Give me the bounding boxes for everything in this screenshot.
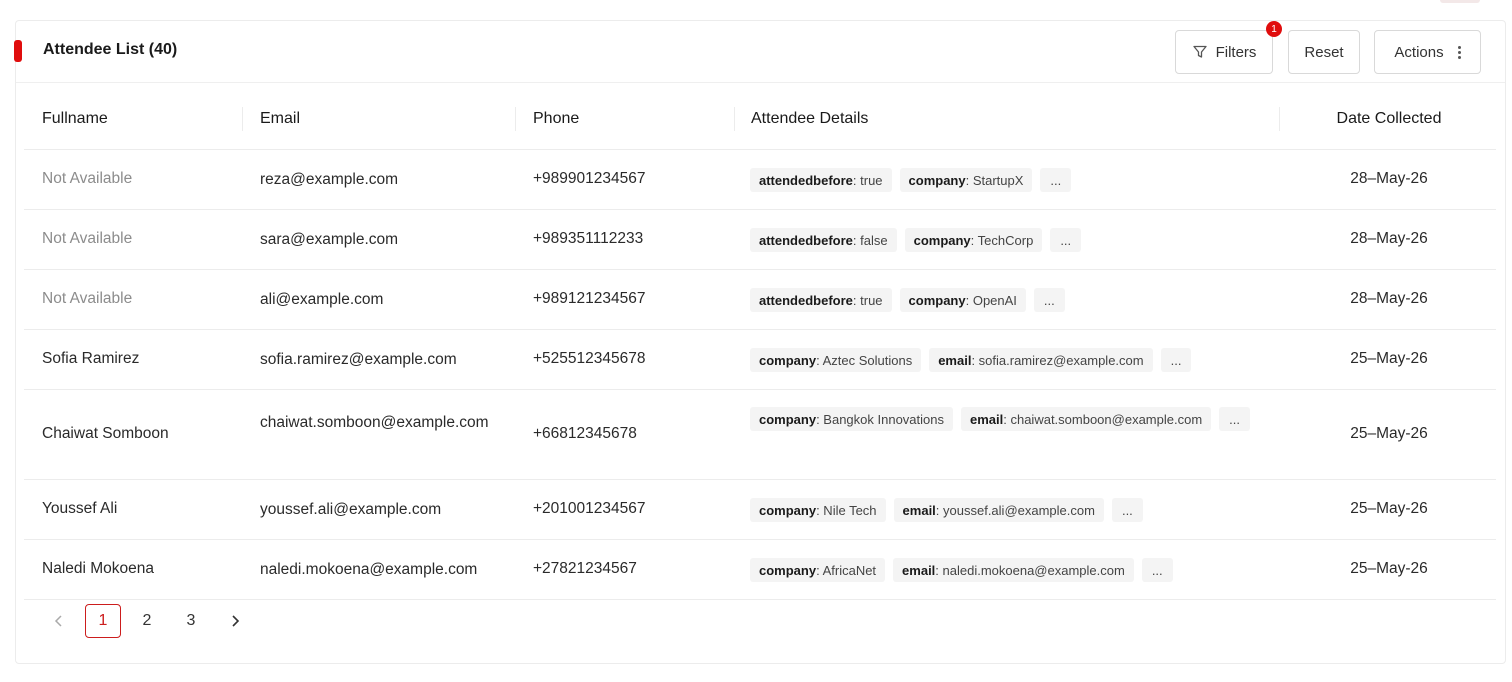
- detail-tag-key: company: [759, 562, 817, 578]
- column-divider: [1279, 107, 1280, 131]
- date-collected-cell: 28–May-26: [1350, 290, 1428, 307]
- detail-tag-key: email: [970, 411, 1004, 427]
- date-collected-cell: 28–May-26: [1350, 230, 1428, 247]
- fullname-cell: Sofia Ramirez: [42, 350, 140, 367]
- detail-tag: [929, 348, 1152, 372]
- detail-tag-key: attendedbefore: [759, 232, 853, 248]
- column-header-attendee-details[interactable]: Attendee Details: [751, 110, 869, 127]
- detail-tag-value: : youssef.ali@example.com: [935, 502, 1095, 518]
- attendee-details-tags: [750, 498, 1270, 522]
- fullname-cell: Naledi Mokoena: [42, 560, 155, 577]
- more-details-tag[interactable]: ...: [1034, 288, 1065, 312]
- detail-tag: [905, 228, 1043, 252]
- attendee-details-tags: [750, 168, 1270, 192]
- card-header: [16, 21, 1505, 83]
- date-collected-cell: 25–May-26: [1350, 350, 1428, 367]
- detail-tag: [750, 288, 892, 312]
- page-button-2[interactable]: 2: [142, 612, 152, 629]
- attendee-details-tags: [750, 228, 1270, 252]
- detail-tag: [750, 498, 886, 522]
- table-row[interactable]: [24, 270, 1496, 330]
- phone-cell: +66812345678: [533, 425, 637, 442]
- detail-tag-key: email: [902, 502, 936, 518]
- column-header-phone[interactable]: Phone: [533, 110, 580, 127]
- detail-tag-value: : Bangkok Innovations: [816, 411, 944, 427]
- fullname-cell: Not Available: [42, 290, 133, 307]
- date-collected-cell: 25–May-26: [1350, 500, 1428, 517]
- fullname-cell: Not Available: [42, 170, 133, 187]
- email-cell: sara@example.com: [260, 231, 399, 248]
- detail-tag-key: company: [759, 411, 817, 427]
- detail-tag-key: email: [938, 352, 972, 368]
- more-details-tag[interactable]: ...: [1112, 498, 1143, 522]
- page-button-1[interactable]: 1: [85, 604, 121, 638]
- accent-bar: [14, 40, 22, 62]
- phone-cell: +989351112233: [533, 230, 644, 247]
- column-divider: [242, 107, 243, 131]
- filter-icon: [1192, 44, 1208, 60]
- detail-tag-key: attendedbefore: [759, 172, 853, 188]
- fullname-cell: Chaiwat Somboon: [42, 425, 169, 442]
- chevron-right-icon: [230, 614, 240, 628]
- attendee-details-tags: [750, 348, 1270, 372]
- detail-tag-value: : naledi.mokoena@example.com: [935, 562, 1125, 578]
- table-header: [24, 83, 1496, 150]
- detail-tag-key: company: [908, 172, 966, 188]
- reset-button[interactable]: Reset: [1288, 30, 1360, 74]
- detail-tag: [750, 558, 885, 582]
- column-header-email[interactable]: Email: [260, 110, 301, 127]
- detail-tag-key: company: [759, 352, 817, 368]
- email-cell: naledi.mokoena@example.com: [260, 561, 478, 578]
- detail-tag-key: attendedbefore: [759, 292, 853, 308]
- detail-tag: [750, 168, 892, 192]
- more-vertical-icon: [1458, 46, 1461, 59]
- phone-cell: +989121234567: [533, 290, 646, 307]
- detail-tag: [750, 348, 921, 372]
- attendee-details-tags: [750, 407, 1270, 431]
- page-button-3[interactable]: 3: [186, 612, 196, 629]
- column-header-date-collected[interactable]: Date Collected: [1336, 110, 1442, 127]
- detail-tag-value: : OpenAI: [965, 292, 1017, 308]
- email-cell: youssef.ali@example.com: [260, 501, 442, 518]
- table-row[interactable]: [24, 150, 1496, 210]
- phone-cell: +525512345678: [533, 350, 646, 367]
- detail-tag-value: : false: [852, 232, 888, 248]
- next-page-button[interactable]: [217, 604, 253, 638]
- detail-tag-key: email: [902, 562, 936, 578]
- table-row[interactable]: [24, 330, 1496, 390]
- date-collected-cell: 25–May-26: [1350, 425, 1428, 442]
- detail-tag-value: : sofia.ramirez@example.com: [971, 352, 1144, 368]
- detail-tag: [961, 407, 1211, 431]
- page-title: Attendee List (40): [43, 41, 178, 58]
- actions-label: Actions: [1394, 43, 1444, 61]
- column-header-fullname[interactable]: Fullname: [42, 110, 108, 127]
- email-cell: sofia.ramirez@example.com: [260, 351, 457, 368]
- detail-tag: [893, 558, 1134, 582]
- more-details-tag[interactable]: ...: [1142, 558, 1173, 582]
- column-divider: [734, 107, 735, 131]
- fullname-cell: Youssef Ali: [42, 500, 118, 517]
- detail-tag-value: : true: [852, 172, 883, 188]
- filters-label: Filters: [1215, 43, 1257, 61]
- phone-cell: +27821234567: [533, 560, 637, 577]
- chevron-left-icon: [54, 614, 64, 628]
- detail-tag-value: : TechCorp: [970, 232, 1034, 248]
- attendee-details-tags: [750, 288, 1270, 312]
- table-row[interactable]: [24, 390, 1496, 480]
- column-divider: [515, 107, 516, 131]
- phone-cell: +989901234567: [533, 170, 646, 187]
- more-details-tag[interactable]: ...: [1040, 168, 1071, 192]
- detail-tag: [750, 407, 953, 431]
- table-row[interactable]: [24, 480, 1496, 540]
- fullname-cell: Not Available: [42, 230, 133, 247]
- filters-count-badge: 1: [1266, 21, 1282, 37]
- detail-tag-value: : chaiwat.somboon@example.com: [1003, 411, 1203, 427]
- detail-tag-key: company: [908, 292, 966, 308]
- pagination: [41, 603, 261, 639]
- table-row[interactable]: [24, 540, 1496, 600]
- detail-tag-value: : StartupX: [965, 172, 1024, 188]
- phone-cell: +201001234567: [533, 500, 646, 517]
- top-edge-hint: [1440, 0, 1480, 3]
- more-details-tag[interactable]: ...: [1050, 228, 1081, 252]
- actions-button[interactable]: [1374, 30, 1481, 74]
- detail-tag-key: company: [913, 232, 971, 248]
- more-details-tag[interactable]: ...: [1161, 348, 1192, 372]
- detail-tag-value: : true: [852, 292, 883, 308]
- prev-page-button[interactable]: [41, 604, 77, 638]
- detail-tag-value: : Nile Tech: [816, 502, 877, 518]
- attendee-details-tags: [750, 558, 1270, 582]
- email-cell: reza@example.com: [260, 171, 399, 188]
- detail-tag: [900, 168, 1033, 192]
- filters-button[interactable]: [1175, 30, 1273, 74]
- detail-tag-key: company: [759, 502, 817, 518]
- attendee-list-card: [15, 20, 1506, 664]
- date-collected-cell: 25–May-26: [1350, 560, 1428, 577]
- table-row[interactable]: [24, 210, 1496, 270]
- detail-tag-value: : AfricaNet: [816, 562, 877, 578]
- email-cell: ali@example.com: [260, 291, 384, 308]
- more-details-tag[interactable]: ...: [1219, 407, 1250, 431]
- date-collected-cell: 28–May-26: [1350, 170, 1428, 187]
- email-cell: chaiwat.somboon@example.com: [260, 414, 489, 431]
- detail-tag: [900, 288, 1026, 312]
- detail-tag-value: : Aztec Solutions: [816, 352, 913, 368]
- detail-tag: [894, 498, 1104, 522]
- detail-tag: [750, 228, 897, 252]
